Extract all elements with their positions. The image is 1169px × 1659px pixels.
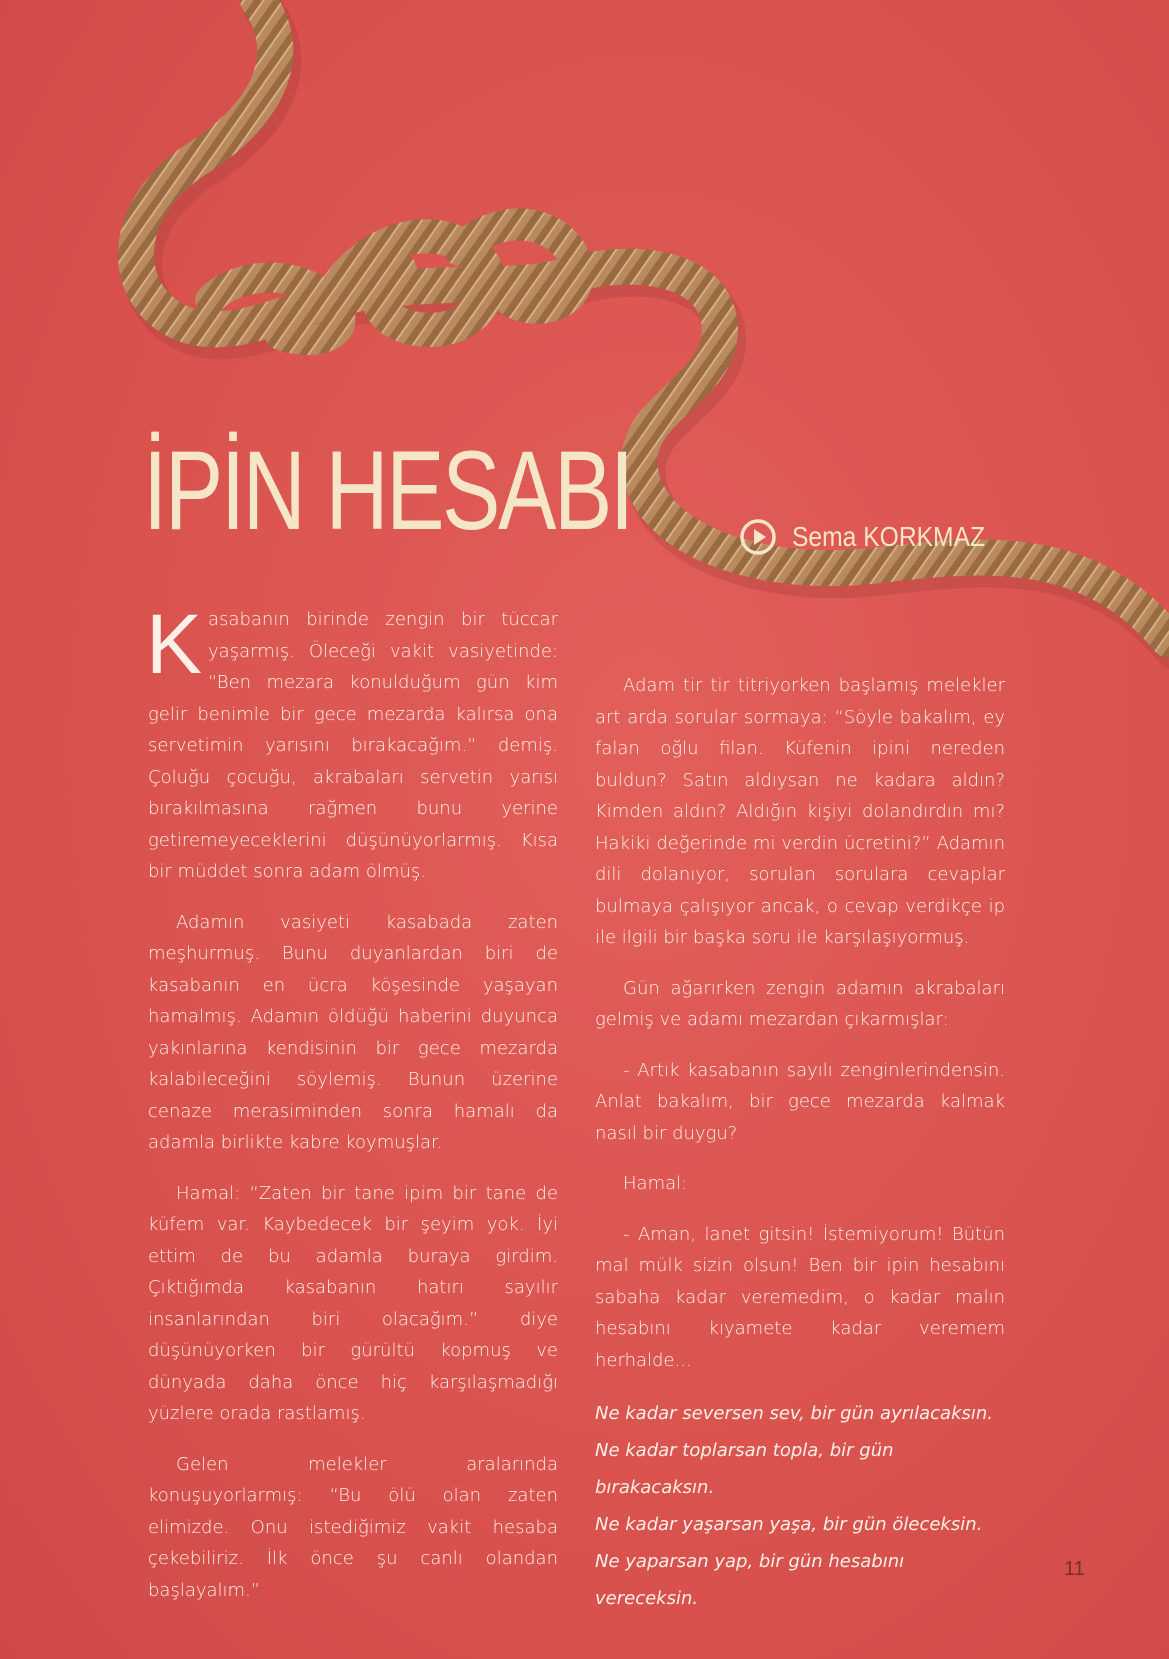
right-column [595, 670, 1005, 1617]
body-paragraph: Hamal: [623, 1173, 688, 1194]
body-paragraph: Gün ağarırken zengin adamın akrabaları gelmiş ve adamı mezardan çıkarmışlar: [595, 977, 1005, 1030]
verse-line: Ne kadar toplarsan topla, bir gün bırakacaksın. [595, 1440, 894, 1498]
page-number: 11 [1064, 1558, 1085, 1580]
play-circle-icon [738, 517, 778, 557]
body-paragraph: - Artık kasabanın sayılı zenginlerindensin. Anlat bakalım, bir gece mezarda kalmak nasıl bir duygu? [595, 1059, 1005, 1144]
body-paragraph: Gelen melekler aralarında konuşuyorlarmış: “Bu ölü olan zaten elimizde. Onu istediğimiz vakit hesaba çekebiliriz. İlk önce şu canlı olandan başlayalım.” [148, 1453, 558, 1601]
opening-paragraph-text: asabanın birinde zengin bir tüccar yaşarmış. Öleceği vakit vasiyetinde: “Ben mezara konulduğum gün kim gelir benimle bir gece mezarda kalırsa ona servetimin yarısını bırakacağım.” demiş. Çoluğu çocuğu, akrabaları servetin yarısı bırakılmasına rağmen bunu yerine getiremeyeceklerini düşünüyorlarmış. Kısa bir müddet sonra adam ölmüş. [148, 609, 558, 882]
body-paragraph: Hamal: “Zaten bir tane ipim bir tane de küfem var. Kaybedecek bir şeyim yok. İyi ettim de bu adamla buraya girdim. Çıktığımda kasabanın hatırı sayılır insanlarından biri olacağım.” diye düşünüyorken bir gürültü kopmuş ve dünyada daha önce hiç karşılaşmadığı yüzlere orada rastlamış. [148, 1182, 558, 1424]
author-byline [738, 517, 1011, 557]
rope-knot-image [0, 0, 1169, 700]
drop-cap: K [146, 597, 203, 691]
verse-line: Ne kadar seversen sev, bir gün ayrılacaksın. [595, 1403, 994, 1424]
body-paragraph: - Aman, lanet gitsin! İstemiyorum! Bütün mal mülk sizin olsun! Ben bir ipin hesabını sabaha kadar veremedim, o kadar malın hesabını kıyamete kadar veremem herhalde... [595, 1223, 1005, 1371]
body-paragraph: Adam tir tir titriyorken başlamış melekler art arda sorular sormaya: “Söyle bakalım, ey falan oğlu filan. Küfenin ipini nereden buldun? Satın aldıysan ne kadara aldın? Kimden aldın? Aldığın kişiyi dolandırdın mı? Hakiki değerinde mi verdin ücretini?” Adamın dili dolanıyor, sorulan sorulara cevaplar bulmaya çalışıyor ancak, o cevap verdikçe ip ile ilgili bir başka soru ile karşılaşıyormuş. [595, 675, 1005, 948]
verse-line: Ne yaparsan yap, bir gün hesabını vereceksin. [595, 1551, 905, 1609]
opening-paragraph [146, 597, 558, 888]
closing-verses [595, 1395, 1005, 1617]
article-title: İPİN HESABI [143, 428, 632, 553]
left-column [146, 597, 558, 1625]
verse-line: Ne kadar yaşarsan yaşa, bir gün öleceksin. [595, 1514, 983, 1535]
author-name: Sema KORKMAZ [792, 521, 986, 552]
body-paragraph: Adamın vasiyeti kasabada zaten meşhurmuş. Bunu duyanlardan biri de kasabanın en ücra köşesinde yaşayan hamalmış. Adamın öldüğü haberini duyunca yakınlarına kendisinin bir gece mezarda kalabileceğini söylemiş. Bunun üzerine cenaze merasiminden sonra hamalı da adamla birlikte kabre koymuşlar. [148, 911, 558, 1153]
